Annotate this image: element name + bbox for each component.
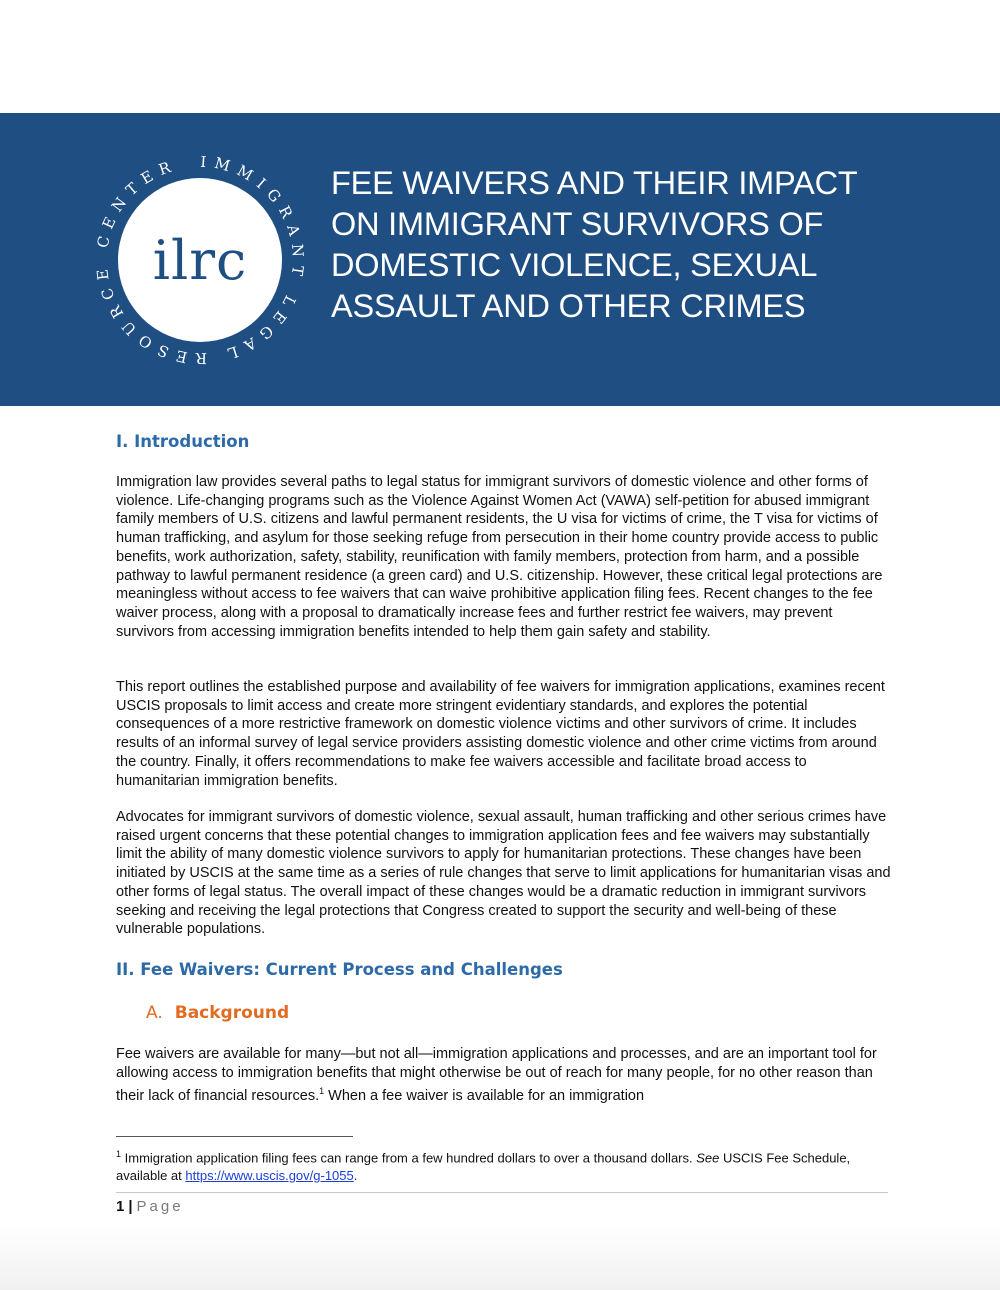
title-line: FEE WAIVERS AND THEIR IMPACT [331, 165, 858, 201]
subsection-marker: A. [146, 1003, 163, 1023]
page-number: 1 [116, 1198, 125, 1215]
footnote-text-end: . [353, 1168, 358, 1184]
footnote-separator [116, 1136, 353, 1137]
intro-paragraph: Advocates for immigrant survivors of domestic violence, sexual assault, human trafficking and other serious crimes have raised urgent concerns that these potential changes to immigration application fees and fee waivers may substantially limit the ability of many domestic violence survivors to apply for humanitarian protections. These changes have been initiated by USCIS at the same time as a series of rule changes that serve to limit applications for humanitarian visas and other forms of legal status. The overall impact of these changes would be a dramatic reduction in immigrant survivors seeking and receiving the legal protections that Congress created to support the security and well-being of these vulnerable populations. [116, 809, 891, 938]
page-bottom-shade [0, 1225, 1000, 1290]
subsection-heading-background [146, 1003, 289, 1023]
background-text: Fee waivers are available for many—but not all—immigration applications and processes, and are an important tool for allowing access to immigration benefits that might otherwise be out of reach for many people, for no other reason than their lack of financial resources. [116, 1046, 877, 1105]
document-title [331, 163, 891, 327]
title-line: ASSAULT AND OTHER CRIMES [331, 288, 806, 324]
logo-ring-text: IMMIGRANT LEGAL RESOURCE CENTER [92, 152, 308, 368]
page-footer [116, 1198, 184, 1215]
section-heading-introduction: I. Introduction [116, 432, 250, 451]
page-label: Page [136, 1198, 184, 1215]
section-heading-fee-waivers: II. Fee Waivers: Current Process and Challenges [116, 960, 563, 979]
intro-paragraph: This report outlines the established purpose and availability of fee waivers for immigration applications, examines recent USCIS proposals to limit access and create more stringent evidentiary standards, and explores the potential consequences of a more restrictive framework on domestic violence victims and other survivors of crime. It includes results of an informal survey of legal service providers assisting domestic violence and other crime victims from around the country. Finally, it offers recommendations to make fee waivers accessible and facilitate broad access to humanitarian immigration benefits. [116, 679, 885, 789]
title-line: DOMESTIC VIOLENCE, SEXUAL [331, 247, 818, 283]
title-line: ON IMMIGRANT SURVIVORS OF [331, 206, 824, 242]
subsection-title: Background [174, 1003, 290, 1023]
footnote-text: Immigration application filing fees can range from a few hundred dollars to over a thousand dollars. [121, 1150, 697, 1166]
footnote-reference[interactable]: 1 [319, 1086, 325, 1097]
footnote-link[interactable]: https://www.uscis.gov/g-1055 [185, 1168, 354, 1184]
background-text-continued: When a fee waiver is available for an immigration [324, 1088, 645, 1105]
footer-separator: | [128, 1198, 133, 1215]
footnote-see: See [696, 1150, 720, 1166]
footnote-text-middle: USCIS Fee Schedule, available at [116, 1150, 851, 1184]
footnote-number: 1 [116, 1149, 122, 1159]
ilrc-logo [85, 145, 315, 375]
background-paragraph [116, 1045, 891, 1106]
footnote [116, 1145, 891, 1185]
footer-divider [116, 1192, 888, 1193]
intro-paragraph: Immigration law provides several paths to legal status for immigrant survivors of domestic violence and other forms of violence. Life-changing programs such as the Violence Against Women Act (VAWA) self-petition for abused immigrant family members of U.S. citizens and lawful permanent residents, the U visa for victims of crime, the T visa for victims of human trafficking, and asylum for those seeking refuge from persecution in their home country provide access to public benefits, work authorization, safety, stability, reunification with family members, protection from harm, and a possible pathway to lawful permanent residence (a green card) and U.S. citizenship. However, these critical legal protections are meaningless without access to fee waivers that can waive prohibitive application filing fees. Recent changes to the fee waiver process, along with a proposal to dramatically increase fees and further restrict fee waivers, may prevent survivors from accessing immigration benefits intended to help them gain safety and stability. [116, 474, 883, 640]
logo-wordmark: ilrc [152, 229, 248, 292]
